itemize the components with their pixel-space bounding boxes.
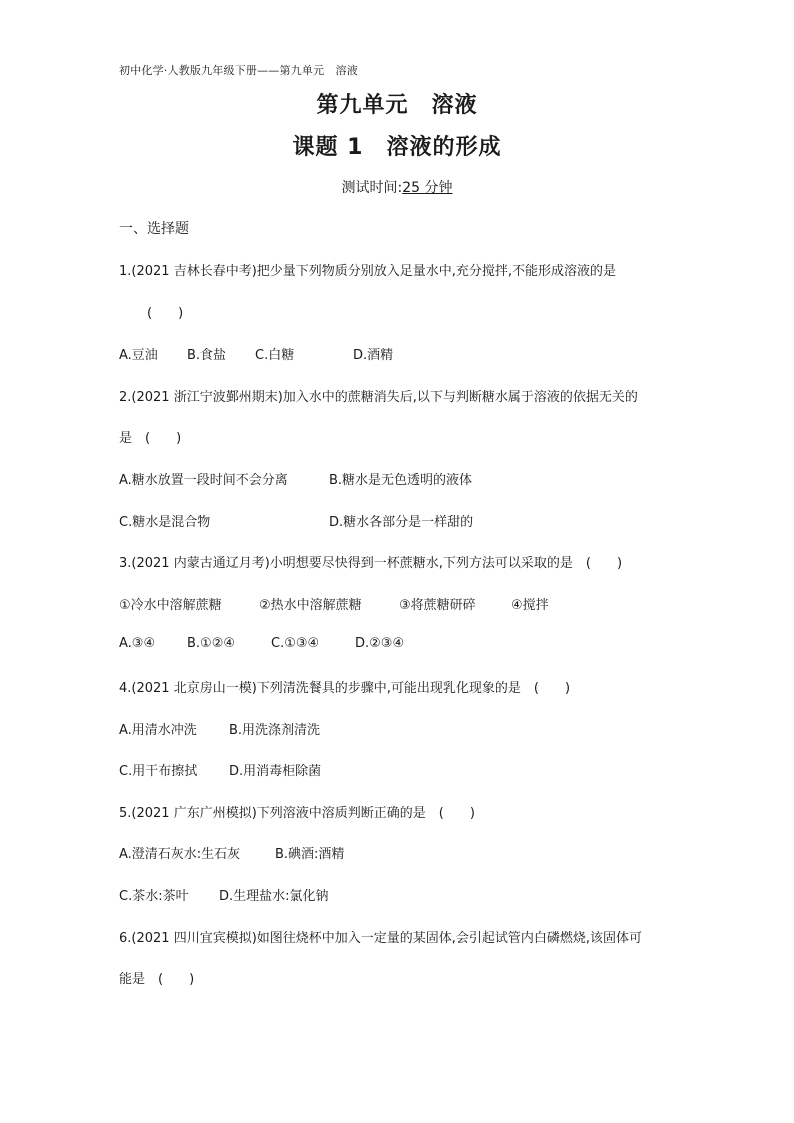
question-4-stem: 4.(2021 北京房山一模)下列清洗餐具的步骤中,可能出现乳化现象的是 ( ) xyxy=(119,681,571,696)
question-3-item-3: ③将蔗糖研碎 xyxy=(399,598,476,613)
question-4-options-row-1 xyxy=(119,719,320,738)
question-4-option-a: A.用清水冲洗 xyxy=(119,723,197,738)
question-3-option-d: D.②③④ xyxy=(355,636,405,651)
question-3-option-c: C.①③④ xyxy=(271,636,320,651)
question-5-option-d: D.生理盐水:氯化钠 xyxy=(219,889,329,904)
question-2-stem-cont: 是 ( ) xyxy=(119,431,182,446)
question-6-stem-cont: 能是 ( ) xyxy=(119,972,195,987)
question-4-option-b: B.用洗涤剂清洗 xyxy=(229,723,321,738)
question-4-option-c: C.用干布擦拭 xyxy=(119,764,198,779)
question-2-options-row-1 xyxy=(119,469,472,488)
question-2-options-row-2 xyxy=(119,511,473,530)
test-time xyxy=(0,177,794,197)
question-1-option-a: A.豆油 xyxy=(119,348,158,363)
question-3-option-a: A.③④ xyxy=(119,636,156,651)
question-1-option-c: C.白糖 xyxy=(255,348,295,363)
document-header: 初中化学·人教版九年级下册——第九单元 溶液 xyxy=(119,64,358,77)
question-1-option-b: B.食盐 xyxy=(187,348,227,363)
question-2-stem: 2.(2021 浙江宁波鄞州期末)加入水中的蔗糖消失后,以下与判断糖水属于溶液的依据无关的 xyxy=(119,390,638,405)
question-3-item-1: ①冷水中溶解蔗糖 xyxy=(119,598,222,613)
lesson-title: 课题 1 溶液的形成 xyxy=(292,135,502,160)
question-4-options-row-2 xyxy=(119,760,321,779)
question-3-sub-items xyxy=(119,594,549,613)
question-5-option-a: A.澄清石灰水:生石灰 xyxy=(119,847,241,862)
question-1-options xyxy=(119,344,393,363)
test-time-value: 25 分钟 xyxy=(402,180,453,196)
question-1-option-d: D.酒精 xyxy=(353,348,394,363)
question-5-option-b: B.碘酒:酒精 xyxy=(275,847,345,862)
question-3-item-4: ④搅拌 xyxy=(511,598,549,613)
section-title: 一、选择题 xyxy=(119,221,189,237)
test-time-label: 测试时间: xyxy=(341,180,403,196)
question-2-option-c: C.糖水是混合物 xyxy=(119,515,211,530)
question-2-option-b: B.糖水是无色透明的液体 xyxy=(329,473,473,488)
question-6-stem: 6.(2021 四川宜宾模拟)如图往烧杯中加入一定量的某固体,会引起试管内白磷燃烧,该固体可 xyxy=(119,931,643,946)
question-2-option-d: D.糖水各部分是一样甜的 xyxy=(329,515,474,530)
question-5-stem: 5.(2021 广东广州模拟)下列溶液中溶质判断正确的是 ( ) xyxy=(119,806,475,821)
question-3-item-2: ②热水中溶解蔗糖 xyxy=(259,598,362,613)
question-5-options-row-1 xyxy=(119,843,344,862)
question-4-option-d: D.用消毒柜除菌 xyxy=(229,764,322,779)
question-3-option-b: B.①②④ xyxy=(187,636,236,651)
unit-title: 第九单元 溶液 xyxy=(316,93,478,118)
question-5-option-c: C.茶水:茶叶 xyxy=(119,889,189,904)
question-1-answer-paren: ( ) xyxy=(147,306,184,321)
question-5-options-row-2 xyxy=(119,885,329,904)
question-1-stem: 1.(2021 吉林长春中考)把少量下列物质分别放入足量水中,充分搅拌,不能形成溶液的是 xyxy=(119,264,617,279)
question-3-options xyxy=(119,636,404,651)
question-3-stem: 3.(2021 内蒙古通辽月考)小明想要尽快得到一杯蔗糖水,下列方法可以采取的是 ( ) xyxy=(119,556,623,571)
question-2-option-a: A.糖水放置一段时间不会分离 xyxy=(119,473,288,488)
